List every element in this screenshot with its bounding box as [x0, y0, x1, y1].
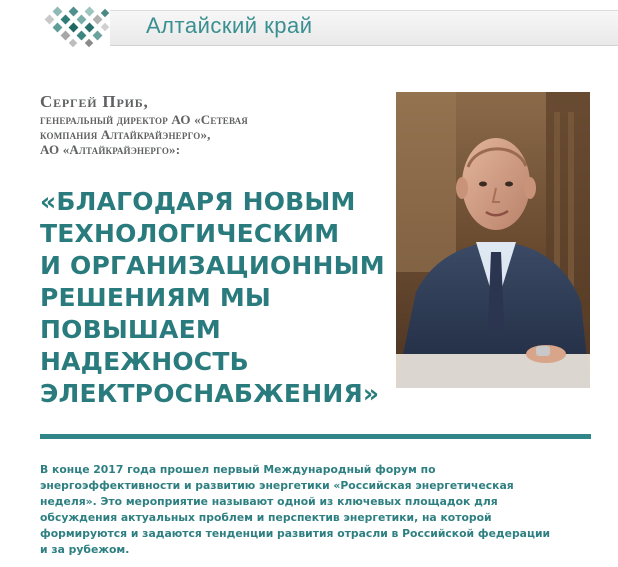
- headline-line: «БЛАГОДАРЯ НОВЫМ: [40, 187, 356, 216]
- headline-line: РЕШЕНИЯМ МЫ: [40, 283, 272, 312]
- headline-line: НАДЕЖНОСТЬ: [40, 347, 249, 376]
- author-position-line: АО «Алтайкрайэнерго»:: [40, 142, 181, 157]
- headline-line: ПОВЫШАЕМ: [40, 315, 221, 344]
- author-position-line: компания Алтайкрайэнерго»,: [40, 127, 211, 142]
- lead-line: и за рубежом.: [40, 543, 130, 556]
- headline-line: ТЕХНОЛОГИЧЕСКИМ: [40, 219, 340, 248]
- headline-line: ЭЛЕКТРОСНАБЖЕНИЯ»: [40, 379, 380, 408]
- page-header: [0, 0, 618, 56]
- author-photo: [396, 92, 590, 388]
- author-position: [40, 112, 380, 157]
- lead-line: В конце 2017 года прошел первый Международный форум по: [40, 463, 436, 476]
- portrait-illustration: [396, 92, 590, 388]
- section-divider: [40, 434, 591, 439]
- lead-line: формируются и задаются тенденции развития отрасли в Российской федерации: [40, 527, 551, 540]
- headline-quote: [40, 186, 390, 410]
- author-block: [40, 92, 380, 157]
- region-title: Алтайский край: [146, 13, 313, 38]
- headline-line: И ОРГАНИЗАЦИОННЫМ: [40, 251, 385, 280]
- author-name: Сергей Приб,: [40, 92, 149, 111]
- mosaic-logo-icon: [40, 2, 128, 52]
- lead-paragraph: [40, 462, 580, 558]
- lead-line: энергоэффективности и развитию энергетики «Российская энергетическая: [40, 479, 514, 492]
- lead-line: неделя». Это мероприятие называют одной из ключевых площадок для: [40, 495, 498, 508]
- lead-line: обсуждения актуальных проблем и перспектив энергетики, на которой: [40, 511, 492, 524]
- author-position-line: генеральный директор АО «Сетевая: [40, 112, 249, 127]
